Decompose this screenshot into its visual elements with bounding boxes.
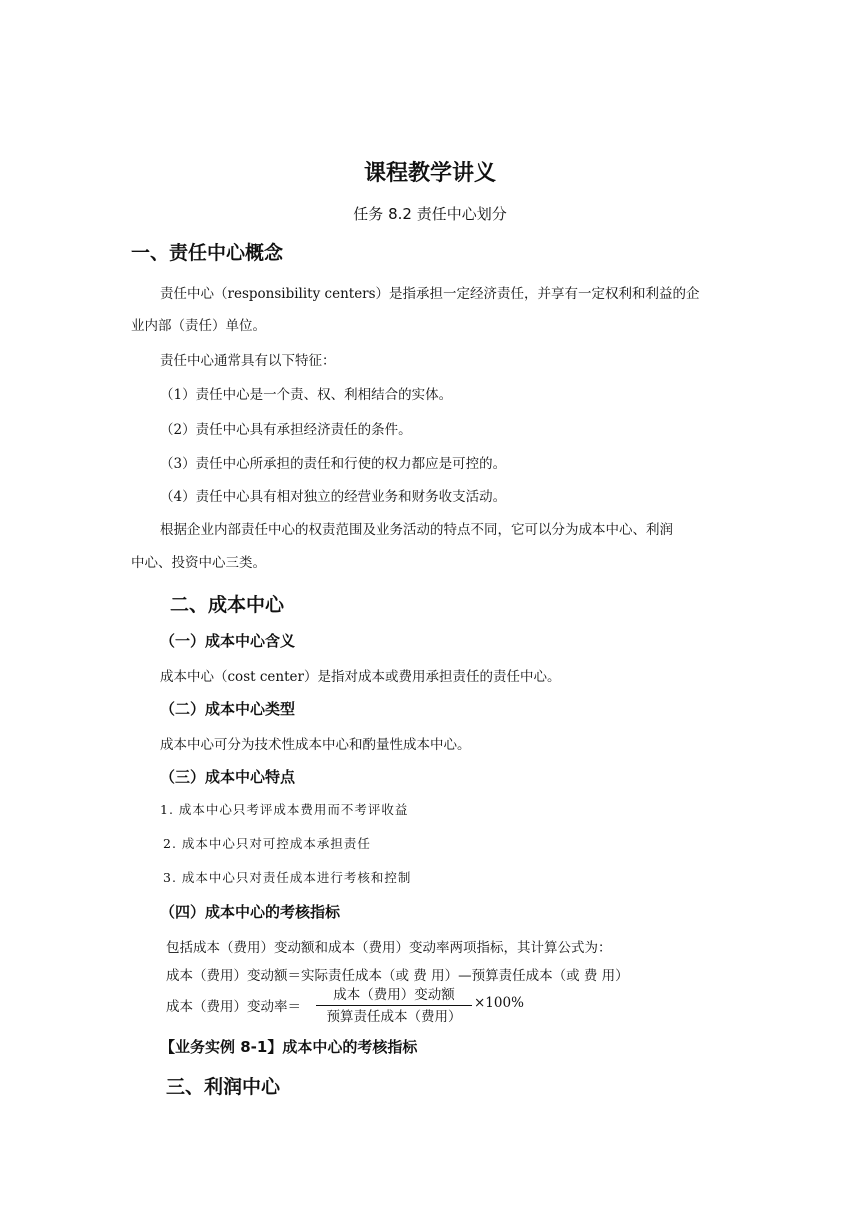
list-item: （2）责任中心具有承担经济责任的条件。 — [160, 422, 412, 438]
subheading-indicators: （四）成本中心的考核指标 — [160, 903, 341, 921]
paragraph-classification-line2: 中心、投资中心三类。 — [131, 555, 266, 571]
list-item: （4）责任中心具有相对独立的经营业务和财务收支活动。 — [160, 489, 507, 505]
subheading-features: （三）成本中心特点 — [160, 768, 296, 786]
formula-variance-rate-label: 成本（费用）变动率＝ — [166, 999, 301, 1015]
fraction-bar — [316, 1005, 472, 1006]
paragraph-meaning: 成本中心（cost center）是指对成本或费用承担责任的责任中心。 — [160, 669, 561, 685]
section-heading-cost-center: 二、成本中心 — [170, 594, 285, 616]
fraction-denominator: 预算责任成本（费用） — [326, 1009, 462, 1025]
list-item: 1. 成本中心只考评成本费用而不考评收益 — [160, 802, 409, 817]
formula-variance-rate-fraction — [316, 986, 472, 1026]
subheading-meaning: （一）成本中心含义 — [160, 632, 296, 650]
example-heading: 【业务实例 8-1】成本中心的考核指标 — [160, 1038, 418, 1056]
paragraph-classification-line1: 根据企业内部责任中心的权责范围及业务活动的特点不同，它可以分为成本中心、利润 — [160, 522, 673, 538]
page-subtitle: 任务 8.2 责任中心划分 — [353, 205, 507, 223]
fraction-numerator: 成本（费用）变动额 — [333, 987, 455, 1003]
subheading-types: （二）成本中心类型 — [160, 700, 296, 718]
list-item: （3）责任中心所承担的责任和行使的权力都应是可控的。 — [160, 456, 507, 472]
formula-variance-rate-multiplier: ×100% — [474, 995, 524, 1011]
paragraph-definition-line1: 责任中心（responsibility centers）是指承担一定经济责任，并享有一定权利和利益的企 — [160, 286, 700, 302]
list-item: 2. 成本中心只对可控成本承担责任 — [163, 836, 371, 851]
paragraph-types: 成本中心可分为技术性成本中心和酌量性成本中心。 — [160, 737, 471, 753]
formula-variance-amount: 成本（费用）变动额＝实际责任成本（或 费 用）—预算责任成本（或 费 用） — [166, 968, 629, 984]
page-title: 课程教学讲义 — [363, 161, 496, 186]
list-item: 3. 成本中心只对责任成本进行考核和控制 — [163, 870, 412, 885]
section-heading-profit-center: 三、利润中心 — [166, 1076, 281, 1098]
list-item: （1）责任中心是一个责、权、利相结合的实体。 — [160, 387, 453, 403]
paragraph-indicators: 包括成本（费用）变动额和成本（费用）变动率两项指标，其计算公式为： — [166, 940, 612, 956]
section-heading-responsibility-center: 一、责任中心概念 — [131, 242, 284, 264]
paragraph-features-intro: 责任中心通常具有以下特征： — [160, 353, 336, 369]
paragraph-definition-line2: 业内部（责任）单位。 — [131, 318, 266, 334]
